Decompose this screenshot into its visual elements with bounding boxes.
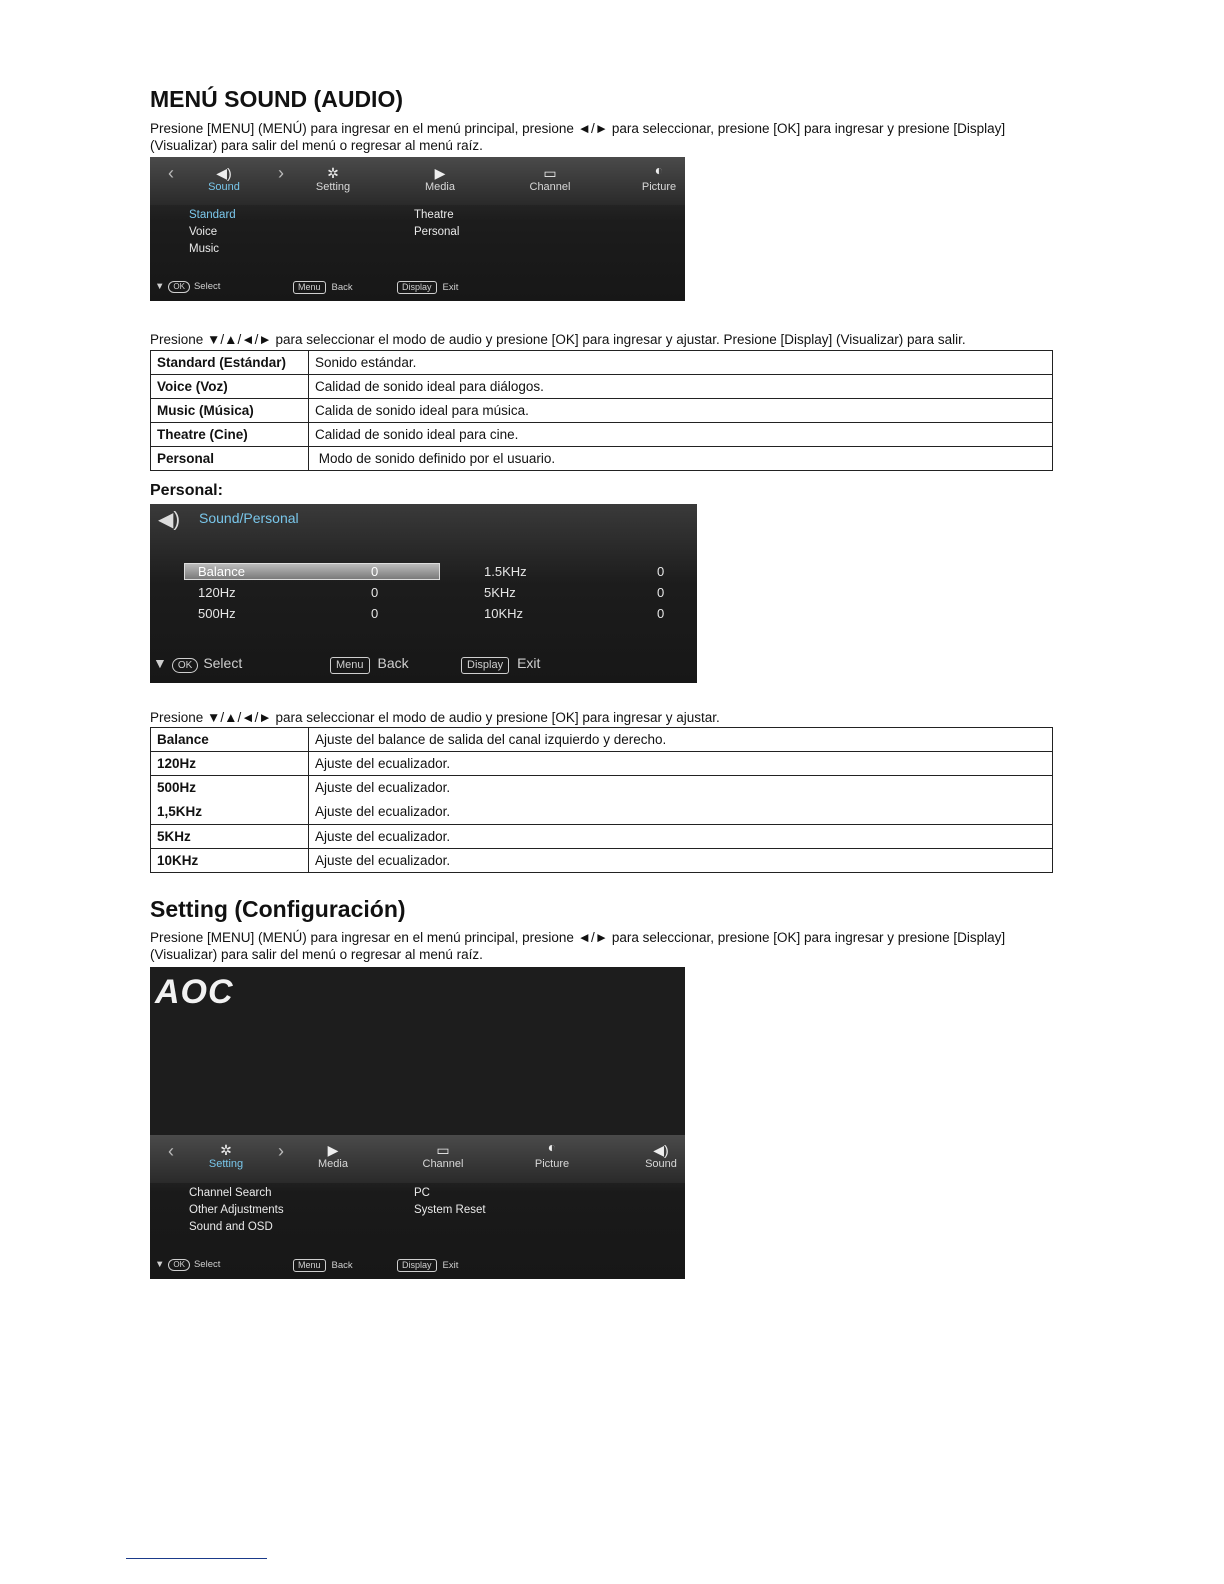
- play-icon: ▶: [434, 165, 446, 181]
- eq-value-500hz: 0: [371, 606, 379, 621]
- option-music[interactable]: Music: [189, 243, 220, 255]
- sound-instruction-text: Presione ▼/▲/◄/► para seleccionar el modo de audio y presione [OK] para ingresar y ajustar. Presione [Display] (Visualizar) para salir.: [150, 332, 966, 347]
- play-icon: ▶: [327, 1142, 339, 1158]
- chevron-right-icon[interactable]: ›: [278, 163, 284, 183]
- monitor-icon: ▭: [543, 165, 557, 181]
- down-arrow-icon: ▼: [153, 655, 167, 671]
- eq-label-5khz[interactable]: 5KHz: [484, 585, 516, 600]
- menu-key-icon: Menu: [293, 1259, 326, 1272]
- speaker-icon: ◀): [216, 165, 232, 181]
- nav-item-channel[interactable]: ▭ Channel: [403, 1142, 483, 1170]
- table-row: Balance Ajuste del balance de salida del canal izquierdo y derecho.: [151, 728, 1053, 752]
- footnote-rule: [126, 1558, 267, 1559]
- footer-exit: Display Exit: [397, 281, 458, 294]
- setting-intro-text: Presione [MENU] (MENÚ) para ingresar en el menú principal, presione ◄/► para seleccionar, presione [OK] para ingresar y presione [Display] (Visualizar) para salir del menú o regresar al menú raíz.: [150, 930, 1006, 962]
- option-other-adjustments[interactable]: Other Adjustments: [189, 1204, 284, 1216]
- monitor-icon: ▭: [436, 1142, 450, 1158]
- ok-button-icon: OK: [168, 1259, 190, 1271]
- table-row: 5KHz Ajuste del ecualizador.: [151, 825, 1053, 849]
- display-key-icon: Display: [397, 281, 437, 294]
- sound-menu-screen: [150, 157, 685, 301]
- footer-back: Menu Back: [293, 1259, 353, 1272]
- table-row: 500Hz 1,5KHz Ajuste del ecualizador. Ajuste del ecualizador.: [151, 776, 1053, 825]
- personal-instruction-text: Presione ▼/▲/◄/► para seleccionar el modo de audio y presione [OK] para ingresar y ajustar.: [150, 710, 720, 725]
- footer-select: ▼ OK Select: [155, 1259, 221, 1270]
- option-personal[interactable]: Personal: [414, 226, 460, 238]
- eq-label-120hz[interactable]: 120Hz: [198, 585, 236, 600]
- footer-exit: Display Exit: [461, 655, 540, 674]
- table-row: 10KHz Ajuste del ecualizador.: [151, 849, 1053, 873]
- gear-icon: ✲: [327, 165, 339, 181]
- menu-key-icon: Menu: [330, 657, 370, 674]
- setting-section-title: Setting (Configuración): [150, 896, 406, 922]
- speaker-icon: ◀): [158, 509, 181, 531]
- eq-value-120hz: 0: [371, 585, 379, 600]
- nav-item-channel[interactable]: ▭ Channel: [510, 165, 590, 193]
- option-standard[interactable]: Standard: [189, 209, 236, 221]
- sound-modes-table: [150, 350, 1053, 471]
- footer-select: ▼ OK Select: [155, 281, 221, 292]
- option-channel-search[interactable]: Channel Search: [189, 1187, 272, 1199]
- option-theatre[interactable]: Theatre: [414, 209, 454, 221]
- nav-item-sound[interactable]: ◀) Sound: [621, 1142, 685, 1170]
- nav-item-media[interactable]: ▶ Media: [293, 1142, 373, 1170]
- aoc-logo: AOC: [155, 973, 234, 1011]
- speaker-icon: ◀): [653, 1142, 669, 1158]
- eq-value-1-5khz: 0: [657, 564, 665, 579]
- chevron-left-icon[interactable]: ‹: [168, 1141, 174, 1161]
- table-row: 120Hz Ajuste del ecualizador.: [151, 752, 1053, 776]
- down-arrow-icon: ▼: [155, 1259, 165, 1270]
- footer-back: Menu Back: [293, 281, 353, 294]
- nav-item-setting[interactable]: ✲ Setting: [293, 165, 373, 193]
- option-pc[interactable]: PC: [414, 1187, 430, 1199]
- personal-section-title: Personal:: [150, 482, 223, 499]
- table-row: Standard (Estándar) Sonido estándar.: [151, 351, 1053, 375]
- nav-item-media[interactable]: ▶ Media: [400, 165, 480, 193]
- display-key-icon: Display: [461, 657, 509, 674]
- nav-item-sound[interactable]: ◀) Sound: [184, 165, 264, 193]
- menu-key-icon: Menu: [293, 281, 326, 294]
- sound-intro-text: Presione [MENU] (MENÚ) para ingresar en el menú principal, presione ◄/► para seleccionar, presione [OK] para ingresar y presione [Display] (Visualizar) para salir del menú o regresar al menú raíz.: [150, 121, 1006, 153]
- option-system-reset[interactable]: System Reset: [414, 1204, 486, 1216]
- eq-label-500hz[interactable]: 500Hz: [198, 606, 236, 621]
- sound-section-title: MENÚ SOUND (AUDIO): [150, 86, 403, 112]
- chevron-right-icon[interactable]: ›: [278, 1141, 284, 1161]
- display-key-icon: Display: [397, 1259, 437, 1272]
- nav-item-picture[interactable]: ◐ Picture: [512, 1139, 592, 1170]
- eq-value-10khz: 0: [657, 606, 665, 621]
- eq-label-balance[interactable]: Balance: [198, 564, 245, 579]
- eq-value-5khz: 0: [657, 585, 665, 600]
- table-row: Theatre (Cine) Calidad de sonido ideal para cine.: [151, 423, 1053, 447]
- ok-button-icon: OK: [172, 658, 198, 673]
- setting-menu-screen: [150, 967, 685, 1279]
- table-row: Music (Música) Calida de sonido ideal para música.: [151, 399, 1053, 423]
- nav-item-setting[interactable]: ✲ Setting: [186, 1142, 266, 1170]
- footer-exit: Display Exit: [397, 1259, 458, 1272]
- eq-value-balance: 0: [371, 564, 379, 579]
- moon-icon: ◐: [547, 1139, 557, 1155]
- personal-sound-screen: [150, 504, 697, 683]
- screen-header: Sound/Personal: [199, 510, 299, 526]
- gear-icon: ✲: [220, 1142, 232, 1158]
- footer-select: ▼ OK Select: [153, 655, 243, 671]
- ok-button-icon: OK: [168, 281, 190, 293]
- table-row: Personal Modo de sonido definido por el usuario.: [151, 447, 1053, 471]
- nav-item-picture[interactable]: ◐ Picture: [619, 162, 685, 193]
- table-row: Voice (Voz) Calidad de sonido ideal para diálogos.: [151, 375, 1053, 399]
- chevron-left-icon[interactable]: ‹: [168, 163, 174, 183]
- footer-back: Menu Back: [330, 655, 409, 674]
- personal-settings-table: [150, 727, 1053, 873]
- down-arrow-icon: ▼: [155, 281, 165, 292]
- eq-label-10khz[interactable]: 10KHz: [484, 606, 524, 621]
- setting-menu-panel: [150, 1135, 685, 1279]
- moon-icon: ◐: [654, 162, 664, 178]
- option-voice[interactable]: Voice: [189, 226, 218, 238]
- eq-label-1-5khz[interactable]: 1.5KHz: [484, 564, 527, 579]
- option-sound-and-osd[interactable]: Sound and OSD: [189, 1221, 273, 1233]
